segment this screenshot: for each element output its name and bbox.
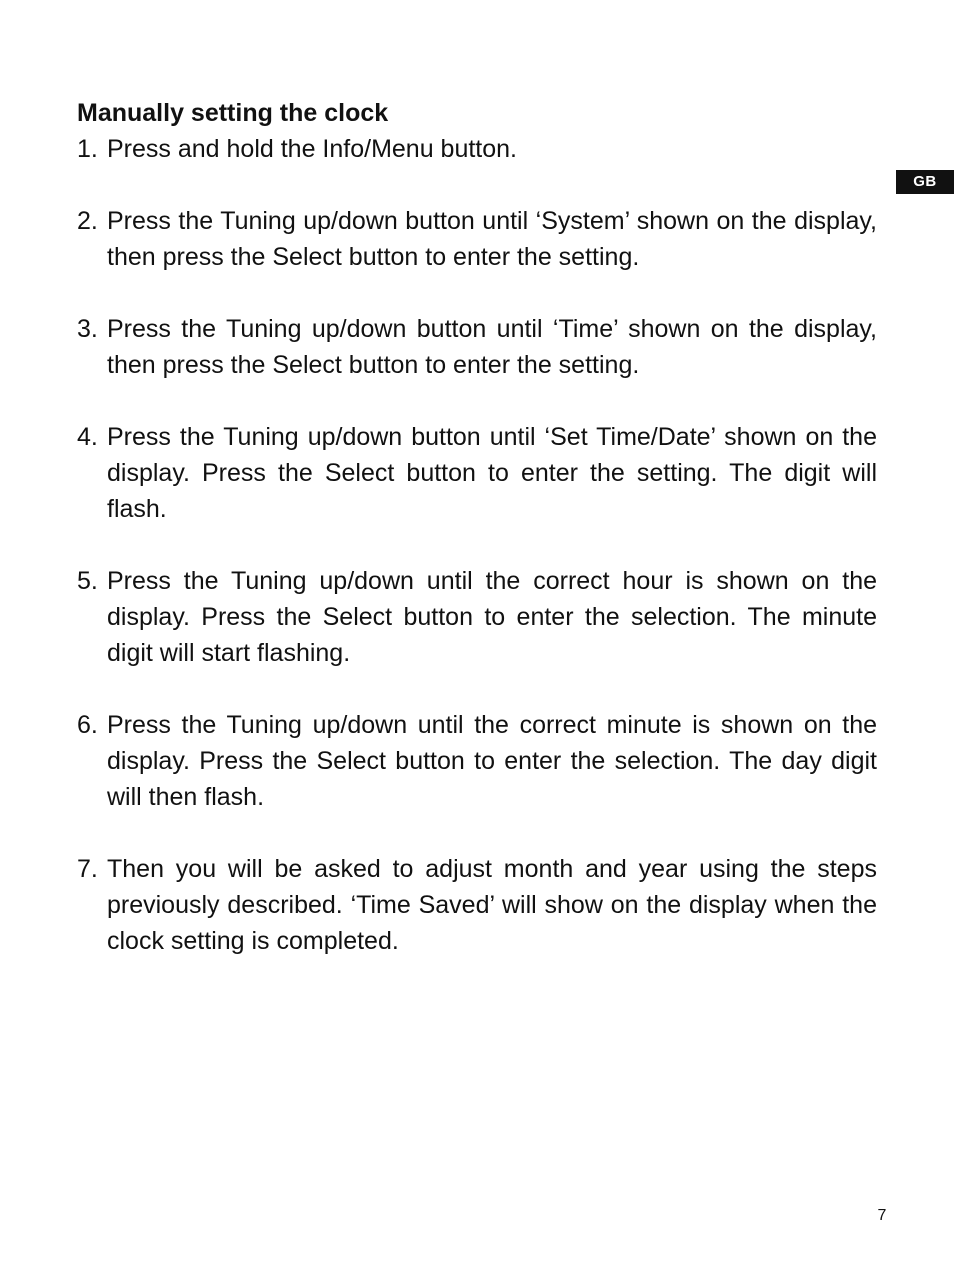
instruction-steps-list [77,131,877,959]
instruction-step-5 [77,563,877,671]
step-number: 7. [77,855,98,883]
step-text: Press the Tuning up/down until the correct minute is shown on the display. Press the Select button to enter the selection. The day digit will then flash. [107,711,877,811]
instruction-step-2 [77,203,877,275]
instruction-step-7 [77,851,877,959]
step-text: Then you will be asked to adjust month and year using the steps previously described. ‘Time Saved’ will show on the display when the clock setting is completed. [107,855,877,955]
instruction-step-1 [77,131,877,167]
page-number: 7 [877,1207,887,1224]
step-text: Press and hold the Info/Menu button. [107,135,517,163]
step-number: 6. [77,711,98,739]
language-tab-badge: GB [896,170,954,194]
instruction-step-4 [77,419,877,527]
step-number: 4. [77,423,98,451]
instruction-step-3 [77,311,877,383]
step-number: 2. [77,207,98,235]
manual-page-content [77,95,877,959]
step-number: 3. [77,315,98,343]
step-text: Press the Tuning up/down button until ‘Time’ shown on the display, then press the Select button to enter the setting. [107,315,877,379]
instruction-step-6 [77,707,877,815]
step-number: 5. [77,567,98,595]
step-text: Press the Tuning up/down button until ‘System’ shown on the display, then press the Select button to enter the setting. [107,207,877,271]
step-text: Press the Tuning up/down button until ‘Set Time/Date’ shown on the display. Press the Select button to enter the setting. The digit will flash. [107,423,877,523]
section-heading: Manually setting the clock [77,99,389,127]
step-text: Press the Tuning up/down until the correct hour is shown on the display. Press the Select button to enter the selection. The minute digit will start flashing. [107,567,877,667]
step-number: 1. [77,135,98,163]
